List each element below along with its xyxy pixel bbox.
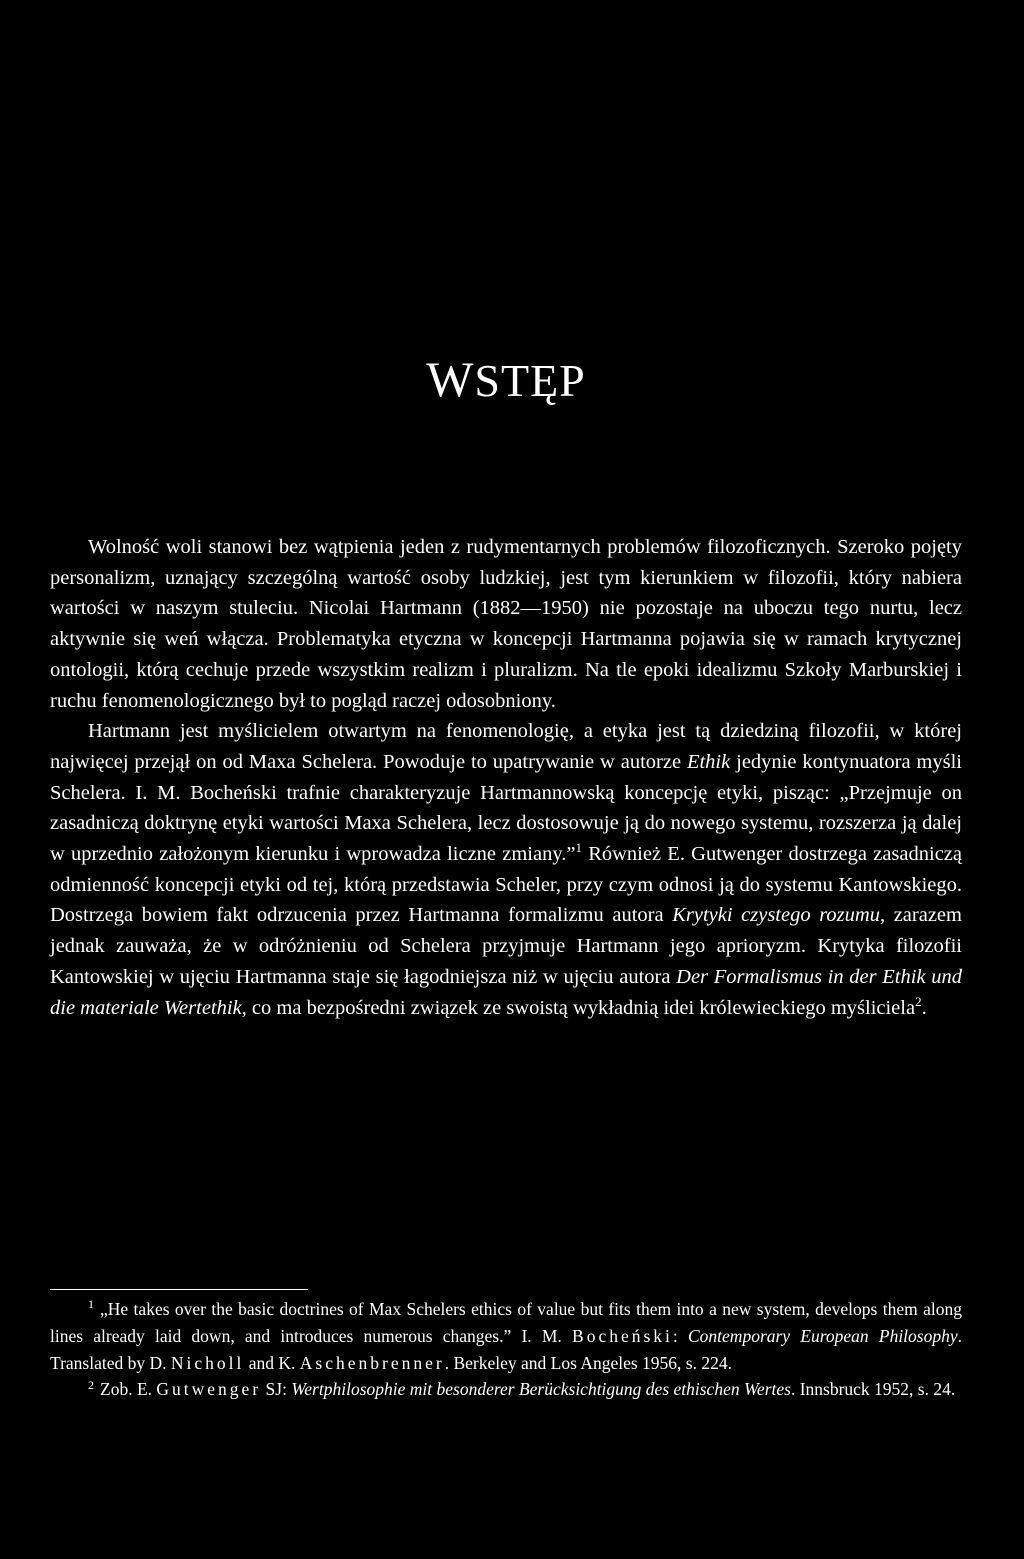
footnote-divider <box>50 1289 308 1290</box>
title-rest: STĘP <box>474 355 586 406</box>
footnote-1-title: Contemporary European Philosophy <box>688 1325 958 1346</box>
kant-title: Krytyki czystego rozumu <box>672 904 880 927</box>
paragraph-2-part-e: , co ma bezpośredni związek ze swoistą wykładnią idei królewieckiego myśliciela <box>241 996 916 1019</box>
footnotes <box>50 1296 962 1403</box>
body-text <box>50 532 962 1023</box>
footnote-1-author: Bocheński <box>572 1325 673 1346</box>
title-initial: W <box>426 351 475 407</box>
footnote-1-translator-1: Nicholl <box>170 1352 245 1373</box>
footnote-2-title: Wertphilosophie mit besonderer Berücksichtigung des ethischen Wertes <box>291 1379 791 1400</box>
ethik-title: Ethik <box>686 750 731 773</box>
footnote-1-translator-2: Aschenbrenner <box>299 1352 445 1373</box>
footnote-1-part-c: . Translated by D. <box>50 1325 962 1373</box>
footnote-1-number: 1 <box>88 1297 94 1312</box>
paragraph-1: Wolność woli stanowi bez wątpienia jeden z rudymentarnych problemów filozoficznych. Szeroko pojęty personalizm, uznający szczególną wartość osoby ludzkiej, jest tym kierunkiem w filozofii, który nabiera wartości w naszym stuleciu. Nicolai Hartmann (1882—1950) nie pozostaje na uboczu tego nurtu, lecz aktywnie się weń włącza. Problematyka etyczna w koncepcji Hartmanna pojawia się w ramach krytycznej ontologii, którą cechuje przede wszystkim realizm i pluralizm. Na tle epoki idealizmu Szkoły Marburskiej i ruchu fenomenologicznego był to pogląd raczej odosobniony. <box>50 536 962 712</box>
footnote-ref-2: 2 <box>915 993 922 1009</box>
footnote-1-part-d: and K. <box>244 1352 300 1373</box>
paragraph-2-part-f: . <box>921 996 927 1019</box>
paragraph-2-part-d: , zarazem jednak zauważa, że w odróżnieniu od Schelera przyjmuje Hartmann jego aprioryzm. Krytyka filozofii Kantowskiej w ujęciu Hartmanna staje się łagodniejsza niż w ujęciu autora <box>50 904 962 988</box>
footnote-2-author: Gutwenger <box>156 1379 262 1400</box>
paragraph-2-part-b: jedynie kontynuatora myśli Schelera. I. M. Bocheński trafnie charakteryzuje Hartmannowską koncepcję etyki, pisząc: „Przejmuje on zasadniczą doktrynę etyki wartości Maxa Schelera, lecz dostosowuje ją do nowego systemu, rozszerza ją dalej w uprzednio założonym kierunku i wprowadza liczne zmiany.” <box>50 750 963 866</box>
footnote-1-part-e: . Berkeley and Los Angeles 1956, s. 224. <box>444 1352 732 1373</box>
footnote-2-part-c: . Innsbruck 1952, s. 24. <box>790 1379 956 1400</box>
footnote-2-part-b: SJ: <box>261 1379 292 1400</box>
paragraph-2 <box>50 716 962 1023</box>
footnote-2-number: 2 <box>88 1377 94 1392</box>
paragraph-2-part-a: Hartmann jest myślicielem otwartym na fenomenologię, a etyka jest tą dziedziną filozofii, w której najwięcej przejął on od Maxa Schelera. Powoduje to upatrywanie w autorze <box>50 720 962 773</box>
chapter-title <box>50 350 962 408</box>
paragraph-2-part-c: Również E. Gutwenger dostrzega zasadniczą odmienność koncepcji etyki od tej, którą przedstawia Scheler, przy czym odnosi ją do systemu Kantowskiego. Dostrzega bowiem fakt odrzucenia przez Hartmanna formalizmu autora <box>50 843 962 927</box>
footnote-2-part-a: Zob. E. <box>100 1379 157 1400</box>
scheler-title: Der Formalismus in der Ethik und die materiale Wertethik <box>50 965 962 1019</box>
footnote-1 <box>50 1296 962 1376</box>
footnote-1-part-a: „He takes over the basic doctrines of Max Schelers ethics of value but fits them into a new system, develops them along lines already laid down, and introduces numerous changes.” I. M. <box>50 1299 962 1346</box>
footnote-ref-1: 1 <box>575 840 582 856</box>
footnote-1-part-b: : <box>672 1325 688 1346</box>
footnote-2 <box>50 1376 962 1403</box>
